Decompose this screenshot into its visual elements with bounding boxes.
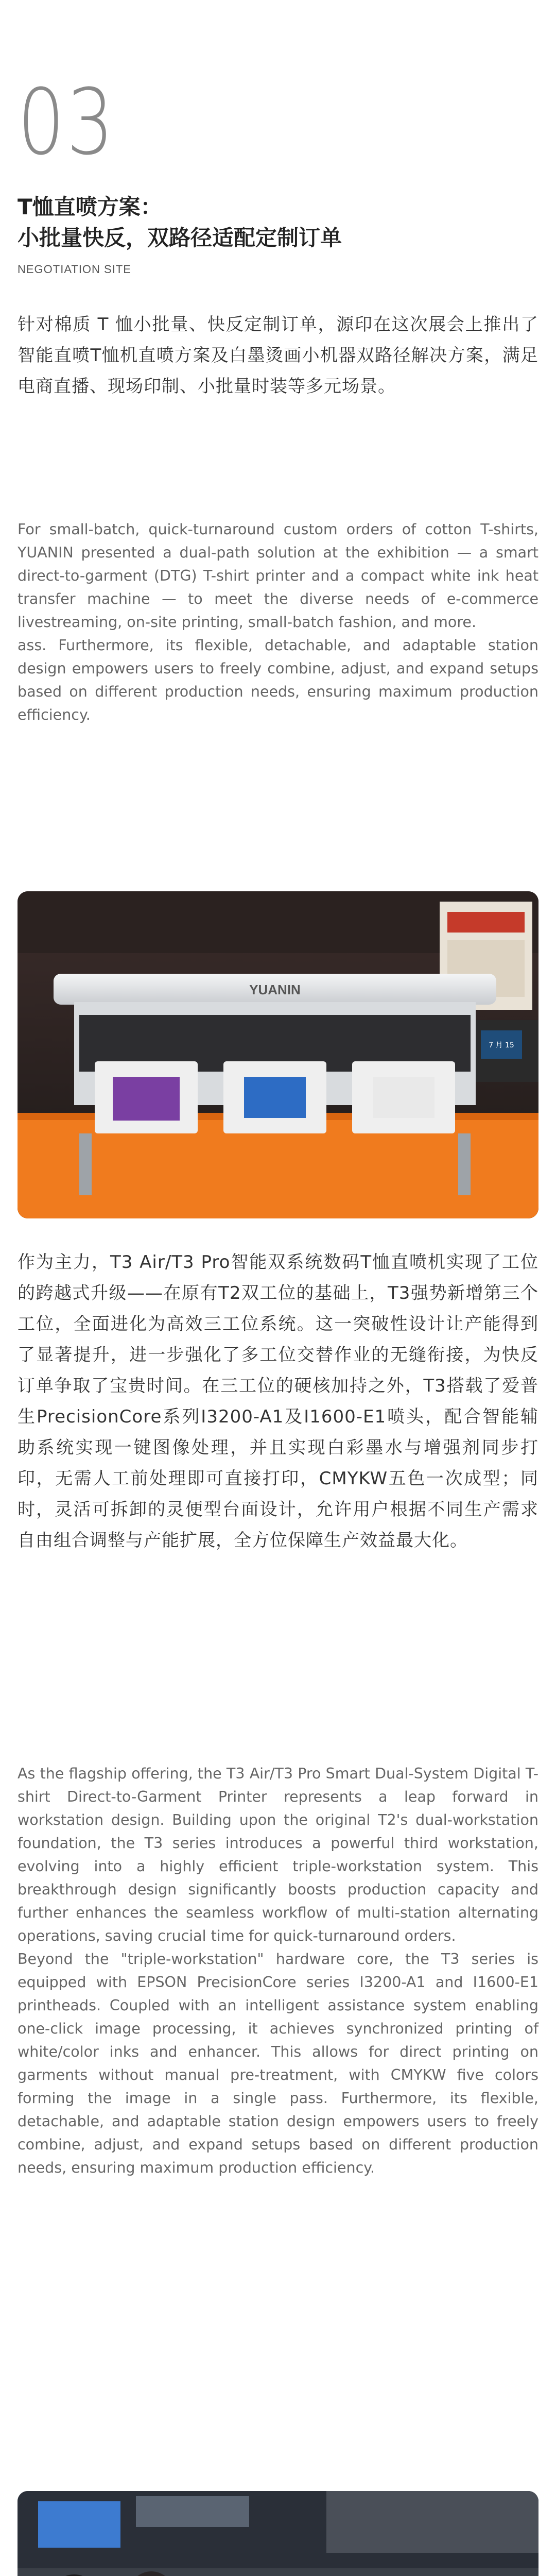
intro-paragraph-en	[18, 518, 538, 726]
printer-brand-label: YUANIN	[249, 982, 301, 997]
section-title	[18, 192, 538, 253]
intro-paragraph-en-2: ass. Furthermore, its flexible, detachable, and adaptable station design empowers users to freely combine, adjust, and expand setups based on different production needs, ensuring maximum production efficiency.	[18, 637, 538, 723]
flagship-paragraph-en-1: As the flagship offering, the T3 Air/T3 Pro Smart Dual-System Digital T-shirt Direct-to-Garment Printer represents a leap forward in workstation design. Building upon the original T2's dual-workstation foundation, the T3 series introduces a powerful third workstation, evolving into a highly efficient triple-workstation system. This breakthrough design significantly boosts production capacity and further enhances the seamless workflow of multi-station alternating operations, saving crucial time for quick-turnaround orders.	[18, 1765, 538, 1944]
flagship-paragraph-zh: 作为主力，T3 Air/T3 Pro智能双系统数码T恤直喷机实现了工位的跨越式升级——在原有T2双工位的基础上，T3强势新增第三个工位，全面进化为高效三工位系统。这一突破性设计让产能得到了显著提升，进一步强化了多工位交替作业的无缝衔接，为快反订单争取了宝贵时间。在三工位的硬核加持之外，T3搭载了爱普生PrecisionCore系列I3200-A1及I1600-E1喷头，配合智能辅助系统实现一键图像处理，并且实现白彩墨水与增强剂同步打印，无需人工前处理即可直接打印，CMYKW五色一次成型；同时，灵活可拆卸的灵便型台面设计，允许用户根据不同生产需求自由组合调整与产能扩展，全方位保障生产效益最大化。	[18, 1252, 538, 1551]
visitors-photo	[18, 2491, 538, 2576]
printer-photo	[18, 891, 538, 1218]
intro-paragraph-zh: 针对棉质 T 恤小批量、快反定制订单，源印在这次展会上推出了智能直喷T恤机直喷方案及白墨烫画小机器双路径解决方案，满足电商直播、现场印制、小批量时装等多元场景。	[18, 314, 538, 397]
section-subtitle: NEGOTIATION SITE	[18, 263, 131, 276]
printer-photo-illustration	[18, 891, 538, 1218]
flagship-paragraph-en-2: Beyond the "triple-workstation" hardware core, the T3 series is equipped with EPSON PrecisionCore series I3200-A1 and I1600-E1 printheads. Coupled with an intelligent assistance system enabling one-click image processing, it achieves synchronized printing of white/color inks and enhancer. This allows for direct printing on garments without manual pre-treatment, with CMYKW five colors forming the image in a single pass. Furthermore, its flexible, detachable, and adaptable station design empowers users to freely combine, adjust, and expand setups based on different production needs, ensuring maximum production efficiency.	[18, 1951, 538, 2176]
section-title-line2: 小批量快反，双路径适配定制订单	[18, 225, 342, 250]
flagship-paragraph-en	[18, 1762, 538, 2179]
section-title-line1: T恤直喷方案：	[18, 194, 162, 219]
visitors-photo-illustration	[18, 2491, 538, 2576]
intro-paragraph-en-1: For small-batch, quick-turnaround custom orders of cotton T-shirts, YUANIN presented a dual-path solution at the exhibition — a smart direct-to-garment (DTG) T-shirt printer and a compact white ink heat transfer machine — to meet the diverse needs of e-commerce livestreaming, on-site printing, small-batch fashion, and more.	[18, 521, 538, 631]
screen-text: 7 月 15	[489, 1041, 514, 1049]
section-number: 03	[18, 70, 116, 175]
